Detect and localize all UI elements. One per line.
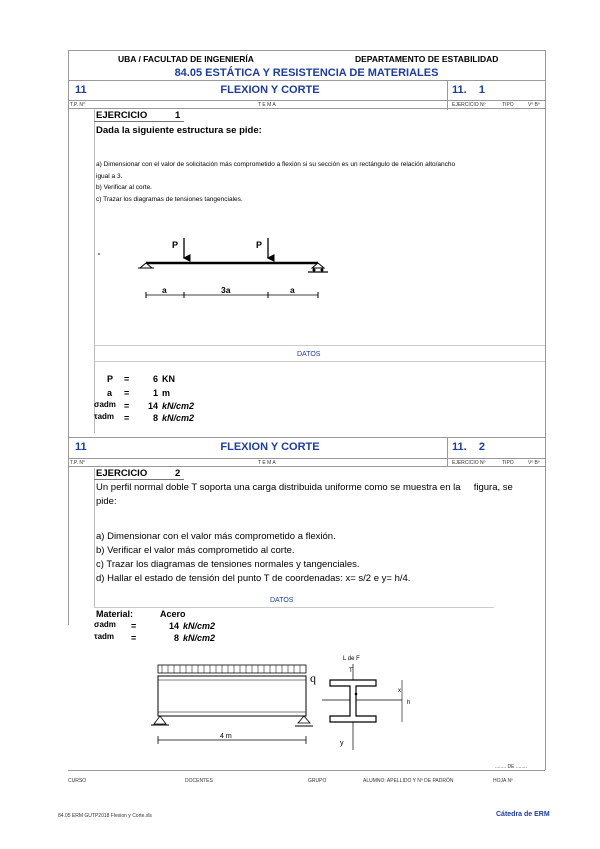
ex2-sigma-unit: kN/cm2 xyxy=(183,621,216,631)
y-label: y xyxy=(340,740,344,747)
ex2-intro-line2: pide: xyxy=(96,496,117,507)
department-name: DEPARTAMENTO DE ESTABILIDAD xyxy=(355,54,499,64)
ex1-bar-sep xyxy=(447,80,448,110)
load-label-1: P xyxy=(172,240,179,250)
ex1-label-tipo: TIPO xyxy=(502,102,514,108)
ex2-tau-unit: kN/cm2 xyxy=(183,633,216,643)
beam-body xyxy=(158,676,306,716)
footer-hoja: HOJA Nº xyxy=(493,778,513,784)
ex2-title-num: 2 xyxy=(175,468,181,479)
ex1-item-a2: igual a 3. xyxy=(96,172,123,180)
ex1-datos-line-top xyxy=(94,345,545,346)
ex2-tp-number: 11 xyxy=(75,441,87,453)
frame-left xyxy=(68,50,69,625)
roller-wheel xyxy=(321,269,324,272)
h-label: h xyxy=(407,700,411,706)
ex2-title-underline xyxy=(94,479,184,480)
material-label: Material: xyxy=(96,609,134,619)
ex1-sigma-val: 14 xyxy=(148,401,159,411)
ex1-p-eq: = xyxy=(124,374,130,384)
ex2-datos-title: DATOS xyxy=(270,597,294,604)
ex2-label-tipo: TIPO xyxy=(502,460,514,466)
footer-grupo: GRUPO xyxy=(308,778,327,784)
ex2-title: EJERCICIO xyxy=(96,468,148,479)
ex1-tau-sym: τadm xyxy=(94,412,115,421)
ex1-a-eq: = xyxy=(124,388,130,398)
ex1-a-val: 1 xyxy=(153,388,159,398)
i-section xyxy=(330,680,376,722)
load-label-2: P xyxy=(256,240,263,250)
ex1-title-underline xyxy=(94,121,184,122)
pin-support-2 xyxy=(154,716,166,724)
ex1-tau-val: 8 xyxy=(153,413,159,423)
ex1-tp-number: 11 xyxy=(75,84,87,96)
ex2-label-tp: T.P. N° xyxy=(70,460,85,466)
footer-docentes: DOCENTES xyxy=(185,778,213,784)
x-label: x xyxy=(398,688,401,694)
roller-wheel xyxy=(313,269,316,272)
ex2-number: 11. 2 xyxy=(452,441,486,453)
ex2-bar-line-top xyxy=(68,437,545,438)
ex2-tau-eq: = xyxy=(131,633,137,643)
ldef-label: L de F xyxy=(343,656,360,662)
material-value: Acero xyxy=(160,609,186,619)
span-label: 4 m xyxy=(220,733,232,740)
inner-left-2 xyxy=(94,468,95,608)
ex2-sigma-sym: σadm xyxy=(94,620,116,629)
frame-top xyxy=(68,50,545,51)
ex2-items xyxy=(96,530,410,586)
ex2-tau-val: 8 xyxy=(174,633,180,643)
footer-de: ........ DE ........ xyxy=(495,764,527,770)
ex2-intro-line1: Un perfil normal doble T soporta una carga distribuida uniforme como se muestra en la figura, se xyxy=(96,482,513,493)
ex2-label-ejn: EJERCICIO Nº xyxy=(452,460,486,466)
ex2-bar-line xyxy=(68,458,545,459)
footer-alumno: ALUMNO: APELLIDO Y Nº DE PADRÓN xyxy=(363,778,454,784)
ex1-label-tp: T.P. N° xyxy=(70,102,85,108)
ex1-title-num: 1 xyxy=(175,110,181,121)
ex1-item-b: b) Verificar al corte. xyxy=(96,184,152,191)
ex1-items xyxy=(96,159,536,205)
ex1-bar-line xyxy=(68,100,545,101)
ex1-sigma-sym: σadm xyxy=(94,400,116,409)
load-arrows xyxy=(162,665,300,673)
footer-file: 84.05 ERM GUTP2018 Flexion y Corte.xls xyxy=(58,813,152,819)
ex1-item-a: a) Dimensionar con el valor de solicitación más comprometido a flexión si su sección es un rectángulo de relación alto/ancho xyxy=(96,161,456,168)
ex2-datos-line xyxy=(94,607,494,608)
load-q-label: q xyxy=(310,671,316,685)
stray-dot xyxy=(98,253,100,255)
dim-label-a2: a xyxy=(290,285,295,295)
ex2-label-vb: Vº Bº xyxy=(528,460,540,466)
frame-right xyxy=(545,50,546,770)
dim-label-3a: 3a xyxy=(221,285,231,295)
header-divider xyxy=(68,80,545,81)
t-label: T xyxy=(349,668,353,674)
ex1-datos-line-bottom xyxy=(94,361,545,362)
ex2-label-line xyxy=(68,466,545,467)
ex2-sigma-eq: = xyxy=(131,621,137,631)
ex1-intro: Dada la siguiente estructura se pide: xyxy=(96,125,262,136)
footer-curso: CURSO xyxy=(68,778,87,784)
point-t xyxy=(355,693,358,696)
ex1-title: EJERCICIO xyxy=(96,110,148,121)
ex1-a-sym: a xyxy=(107,388,113,398)
ex1-item-c: c) Trazar los diagramas de tensiones tangenciales. xyxy=(96,195,243,203)
ex1-topic: FLEXION Y CORTE xyxy=(220,84,320,96)
ex2-tau-sym: τadm xyxy=(94,632,115,641)
ex2-item-a: a) Dimensionar con el valor más comprometido a flexión. xyxy=(96,531,336,542)
ex2-item-d: d) Hallar el estado de tensión del punto T de coordenadas: x= s/2 e y= h/4. xyxy=(96,573,411,584)
ex2-sigma-val: 14 xyxy=(169,621,180,631)
course-title: 84.05 ESTÁTICA Y RESISTENCIA DE MATERIALES xyxy=(174,67,439,79)
ex2-item-b: b) Verificar el valor más comprometido al corte. xyxy=(96,545,295,556)
ex2-item-c: c) Trazar los diagramas de tensiones normales y tangenciales. xyxy=(96,559,360,570)
ex1-p-val: 6 xyxy=(153,374,159,384)
ex1-datos-title: DATOS xyxy=(297,351,321,358)
ex1-sigma-eq: = xyxy=(124,401,130,411)
ex1-p-sym: P xyxy=(107,374,114,384)
university-name: UBA / FACULTAD DE INGENIERÍA xyxy=(118,54,254,64)
roller-support-2 xyxy=(298,716,310,723)
ex1-number: 11. 1 xyxy=(452,84,486,96)
ex1-label-ejn: EJERCICIO Nº xyxy=(452,102,486,108)
ex1-sigma-unit: kN/cm2 xyxy=(162,401,195,411)
ex2-label-tema: T E M A xyxy=(258,460,276,466)
ex1-label-vb: Vº Bº xyxy=(528,102,540,108)
footer-line xyxy=(68,770,545,771)
inner-left-1 xyxy=(94,108,95,433)
footer-catedra: Cátedra de ERM xyxy=(496,811,550,818)
ex1-a-unit: m xyxy=(162,388,171,398)
ex2-beam-figure xyxy=(150,650,430,750)
ex1-label-tema: T E M A xyxy=(258,102,276,108)
ex2-topic: FLEXION Y CORTE xyxy=(220,441,320,453)
ex1-tau-unit: kN/cm2 xyxy=(162,413,195,423)
ex1-beam-figure xyxy=(96,230,356,305)
ex1-tau-eq: = xyxy=(124,413,130,423)
ex1-label-line xyxy=(68,108,545,109)
dim-label-a1: a xyxy=(162,285,167,295)
ex1-p-unit: KN xyxy=(162,374,175,384)
ex2-bar-sep xyxy=(447,437,448,467)
